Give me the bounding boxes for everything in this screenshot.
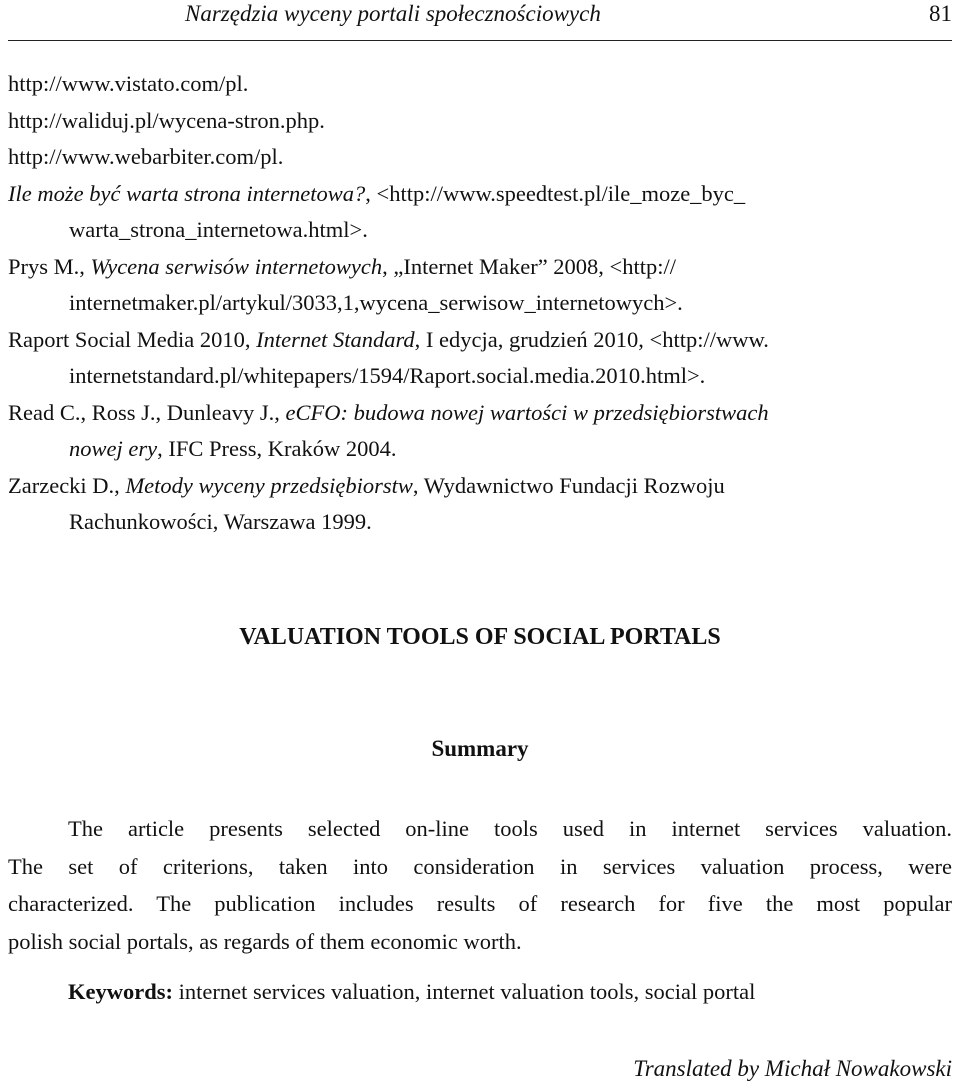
reference-text-segment: internetstandard.pl/whitepapers/1594/Raport.social.media.2010.html>. <box>69 363 706 388</box>
reference-text-segment: Zarzecki D., <box>8 472 126 498</box>
page-number: 81 <box>929 1 952 26</box>
reference-text-segment: , <http://www.speedtest.pl/ile_moze_byc_ <box>365 180 746 206</box>
reference-entry <box>8 139 956 176</box>
reference-entry <box>8 322 956 395</box>
reference-entry <box>8 103 956 140</box>
reference-text-segment: internetmaker.pl/artykul/3033,1,wycena_serwisow_internetowych>. <box>69 290 683 315</box>
keywords-text: internet services valuation, internet valuation tools, social portal <box>173 979 756 1004</box>
reference-entry <box>8 395 956 468</box>
reference-text-segment: Raport Social Media 2010, <box>8 326 257 352</box>
reference-entry <box>8 249 956 322</box>
reference-text-segment: , IFC Press, Kraków 2004. <box>157 436 397 461</box>
reference-text-segment: Prys M., <box>8 253 91 279</box>
reference-text-segment: http://waliduj.pl/wycena-stron.php. <box>8 107 325 133</box>
reference-text-segment: Read C., Ross J., Dunleavy J., <box>8 399 286 425</box>
abstract-line: The article presents selected on-line tools used in internet services valuation. <box>68 816 952 841</box>
reference-entry <box>8 468 956 541</box>
reference-text-segment: , „Internet Maker” 2008, <http:// <box>382 253 677 279</box>
reference-title-segment: eCFO: budowa nowej wartości w przedsiębiorstwach <box>285 399 769 425</box>
reference-text-segment: , Wydawnictwo Fundacji Rozwoju <box>412 472 725 498</box>
running-head <box>0 0 960 40</box>
reference-text-segment: http://www.vistato.com/pl. <box>8 71 249 96</box>
translator-credit: Translated by Michał Nowakowski <box>633 1056 952 1081</box>
abstract-line: The set of criterions, taken into consideration in services valuation process, were <box>8 853 952 879</box>
reference-title-segment: nowej ery <box>69 436 158 461</box>
reference-entry <box>8 176 956 249</box>
reference-title-segment: Wycena serwisów internetowych <box>90 253 383 279</box>
reference-title-segment: Internet Standard <box>256 326 415 352</box>
keywords-label: Keywords: <box>68 979 173 1004</box>
abstract <box>8 810 952 960</box>
english-title: VALUATION TOOLS OF SOCIAL PORTALS <box>239 624 721 650</box>
reference-text-segment: , I edycja, grudzień 2010, <http://www. <box>414 326 769 352</box>
summary-heading: Summary <box>431 736 529 761</box>
keywords <box>68 973 755 1010</box>
running-title: Narzędzia wyceny portali społecznościowych <box>185 1 601 26</box>
reference-list <box>8 66 956 541</box>
header-rule <box>8 40 952 41</box>
reference-entry <box>8 66 956 103</box>
reference-text-segment: warta_strona_internetowa.html>. <box>69 217 368 242</box>
reference-title-segment: Ile może być warta strona internetowa? <box>8 180 366 206</box>
abstract-line: characterized. The publication includes results of research for five the most popular <box>8 891 952 916</box>
abstract-line: polish social portals, as regards of them economic worth. <box>8 928 522 954</box>
reference-title-segment: Metody wyceny przedsiębiorstw <box>125 472 413 498</box>
reference-text-segment: http://www.webarbiter.com/pl. <box>8 144 284 169</box>
reference-text-segment: Rachunkowości, Warszawa 1999. <box>69 509 372 534</box>
